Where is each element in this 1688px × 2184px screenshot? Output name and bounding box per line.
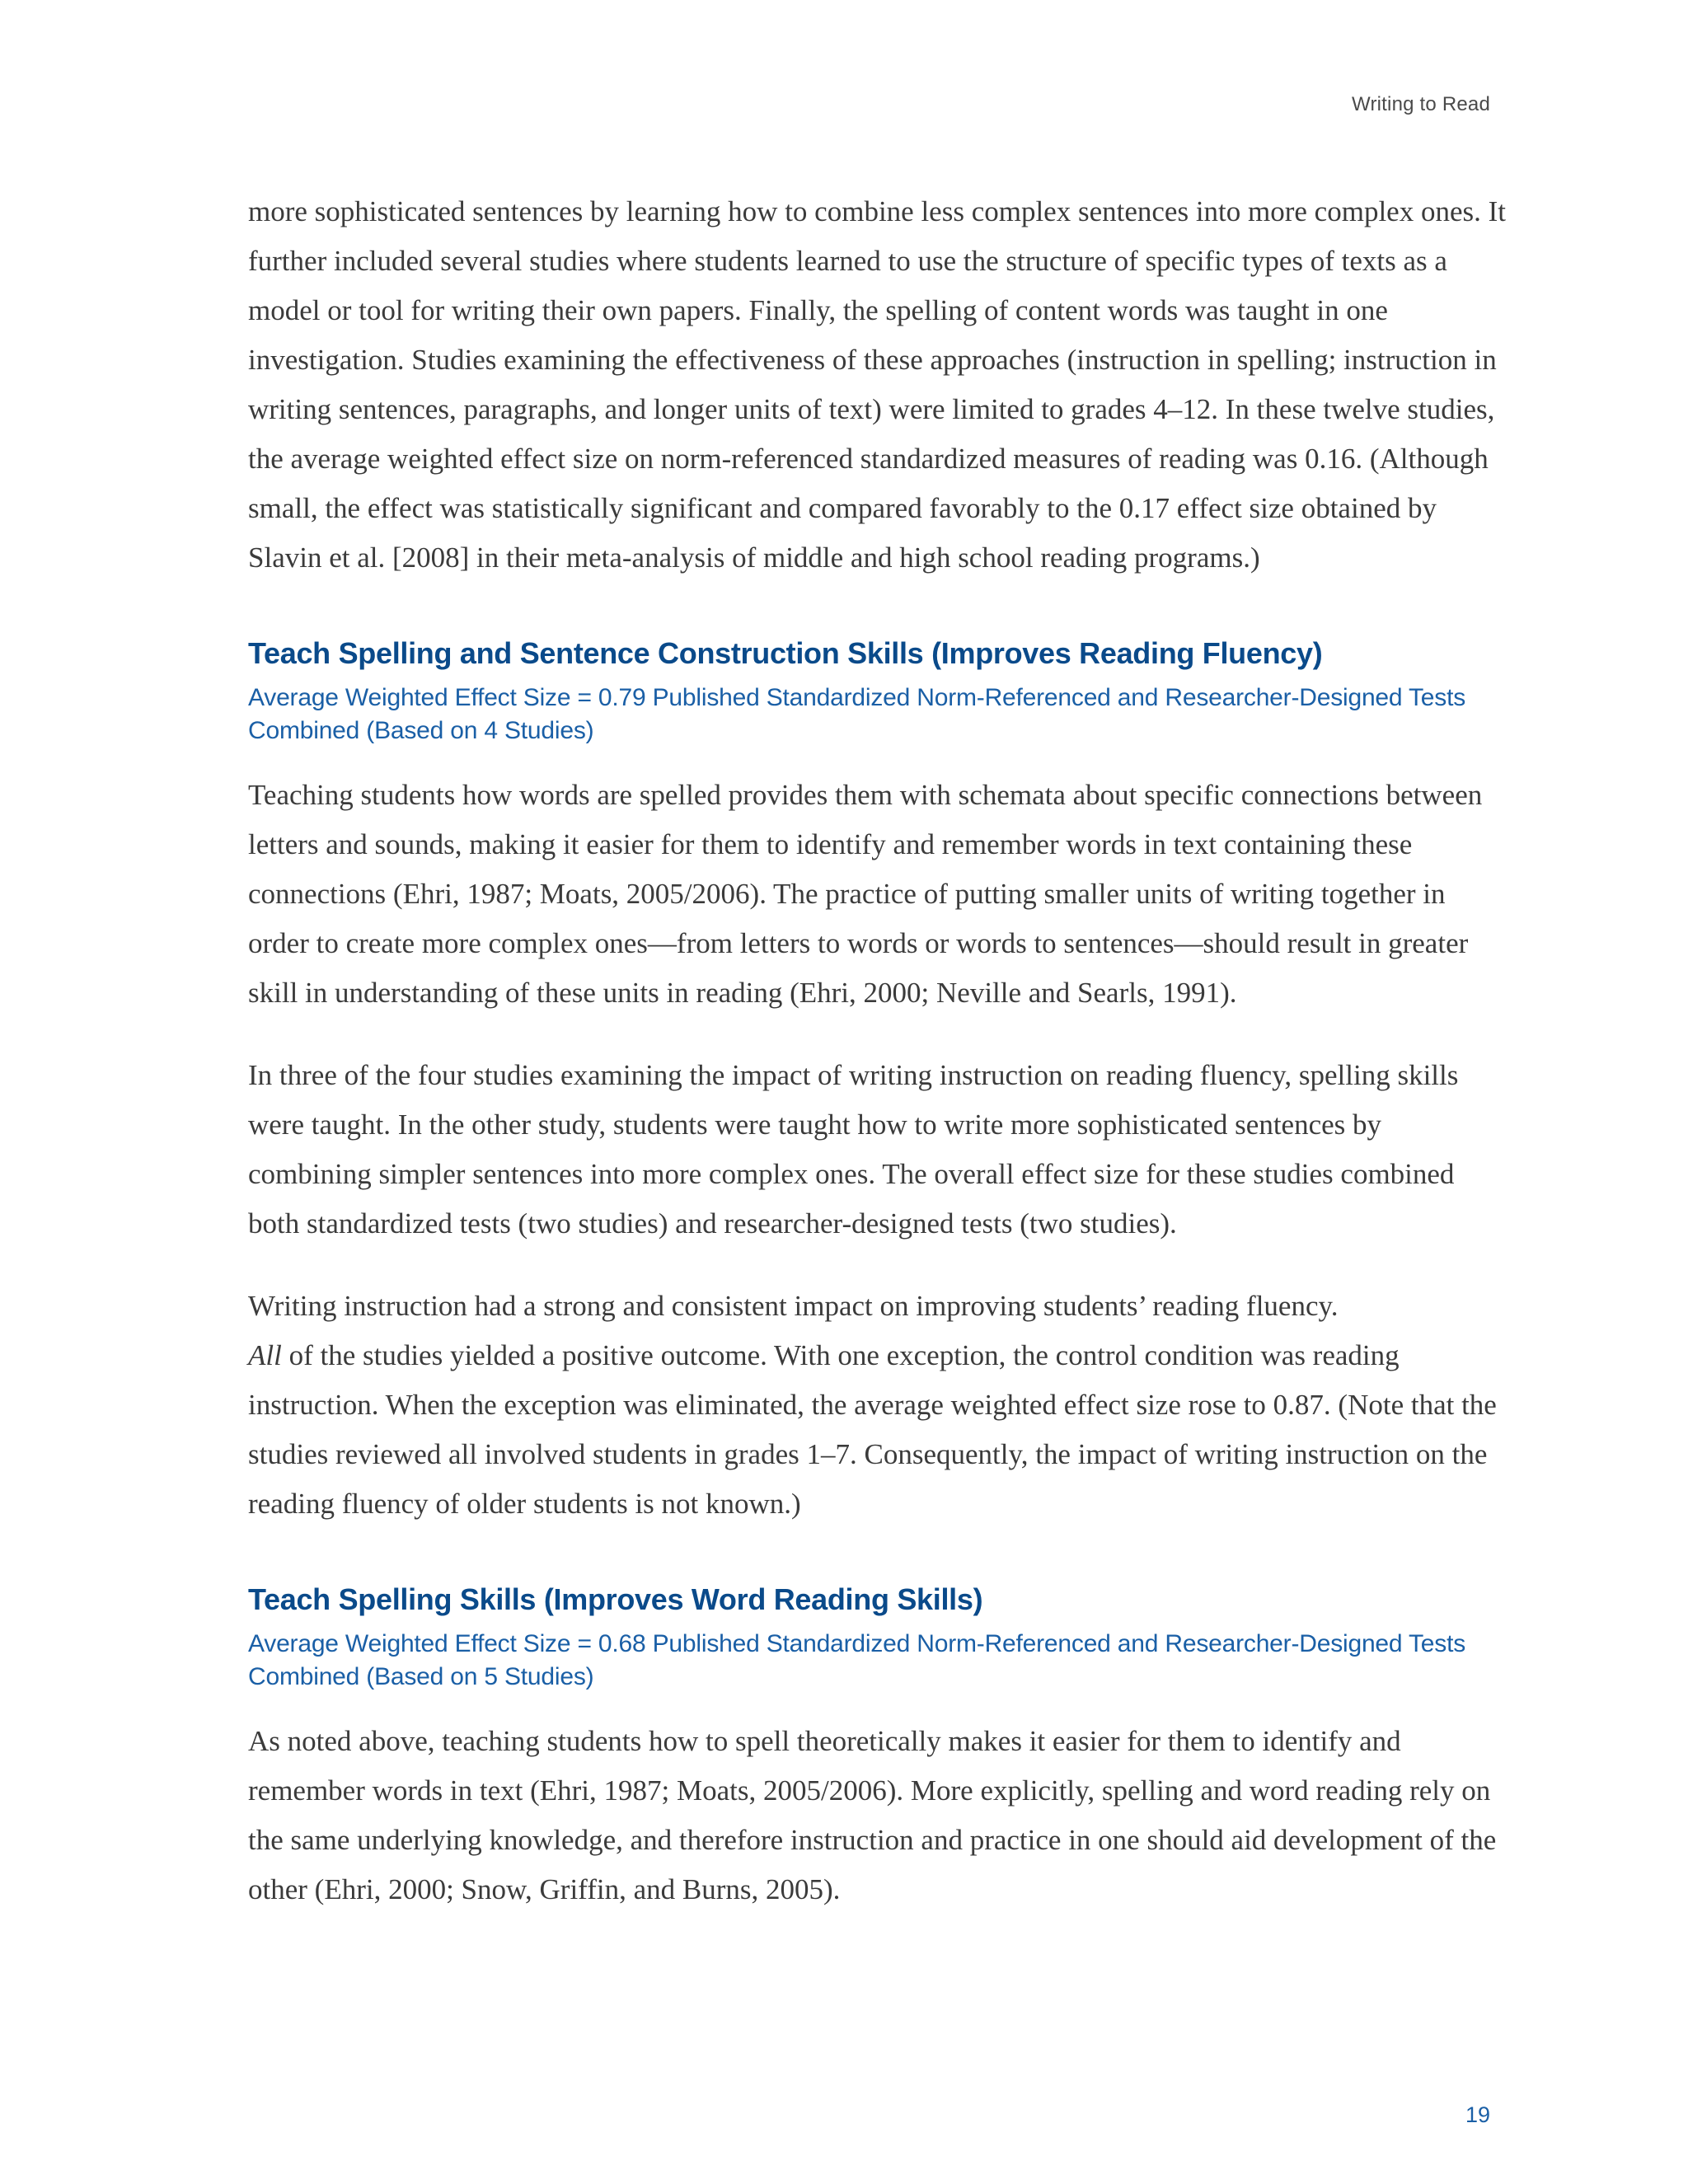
- fluency-paragraph-3-italic: All: [248, 1339, 282, 1371]
- page-body: [248, 187, 1509, 1915]
- section-heading-word-reading: Teach Spelling Skills (Improves Word Reading Skills): [248, 1582, 983, 1616]
- section-subheading-fluency: Average Weighted Effect Size = 0.79 Published Standardized Norm-Referenced and Researcher-Designed Tests Combined (Based on 4 Studies): [248, 684, 1466, 744]
- intro-paragraph: more sophisticated sentences by learning how to combine less complex sentences into more complex ones. It further included several studies where students learned to use the structure of specific types of texts as a model or tool for writing their own papers. Finally, the spelling of content words was taught in one investigation. Studies examining the effectiveness of these approaches (instruction in spelling; instruction in writing sentences, paragraphs, and longer units of text) were limited to grades 4–12. In these twelve studies, the average weighted effect size on norm-referenced standardized measures of reading was 0.16. (Although small, the effect was statistically significant and compared favorably to the 0.17 effect size obtained by Slavin et al. [2008] in their meta-analysis of middle and high school reading programs.): [248, 195, 1506, 574]
- running-header: Writing to Read: [1352, 93, 1490, 115]
- section-subheading-word-reading: Average Weighted Effect Size = 0.68 Published Standardized Norm-Referenced and Researcher-Designed Tests Combined (Based on 5 Studies): [248, 1630, 1466, 1690]
- section-heading-fluency: Teach Spelling and Sentence Construction Skills (Improves Reading Fluency): [248, 636, 1323, 670]
- page-number: 19: [1465, 2102, 1490, 2127]
- fluency-paragraph-3-rest: of the studies yielded a positive outcome. With one exception, the control condition was reading instruction. When the exception was eliminated, the average weighted effect size rose to 0.87. (Note that the studies reviewed all involved students in grades 1–7. Consequently, the impact of writing instruction on the reading fluency of older students is not known.): [248, 1339, 1497, 1520]
- fluency-paragraph-3-first-line: Writing instruction had a strong and consistent impact on improving students’ reading fluency.: [248, 1290, 1339, 1322]
- fluency-paragraph-3: [248, 1282, 1509, 1529]
- fluency-paragraph-1: Teaching students how words are spelled provides them with schemata about specific connections between letters and sounds, making it easier for them to identify and remember words in text containing these connections (Ehri, 1987; Moats, 2005/2006). The practice of putting smaller units of writing together in order to create more complex ones—from letters to words or words to sentences—should result in greater skill in understanding of these units in reading (Ehri, 2000; Neville and Searls, 1991).: [248, 779, 1483, 1009]
- fluency-paragraph-2: In three of the four studies examining the impact of writing instruction on reading fluency, spelling skills were taught. In the other study, students were taught how to write more sophisticated sentences by combining simpler sentences into more complex ones. The overall effect size for these studies combined both standardized tests (two studies) and researcher-designed tests (two studies).: [248, 1059, 1459, 1240]
- word-reading-paragraph-1: As noted above, teaching students how to spell theoretically makes it easier for them to identify and remember words in text (Ehri, 1987; Moats, 2005/2006). More explicitly, spelling and word reading rely on the same underlying knowledge, and therefore instruction and practice in one should aid development of the other (Ehri, 2000; Snow, Griffin, and Burns, 2005).: [248, 1725, 1497, 1905]
